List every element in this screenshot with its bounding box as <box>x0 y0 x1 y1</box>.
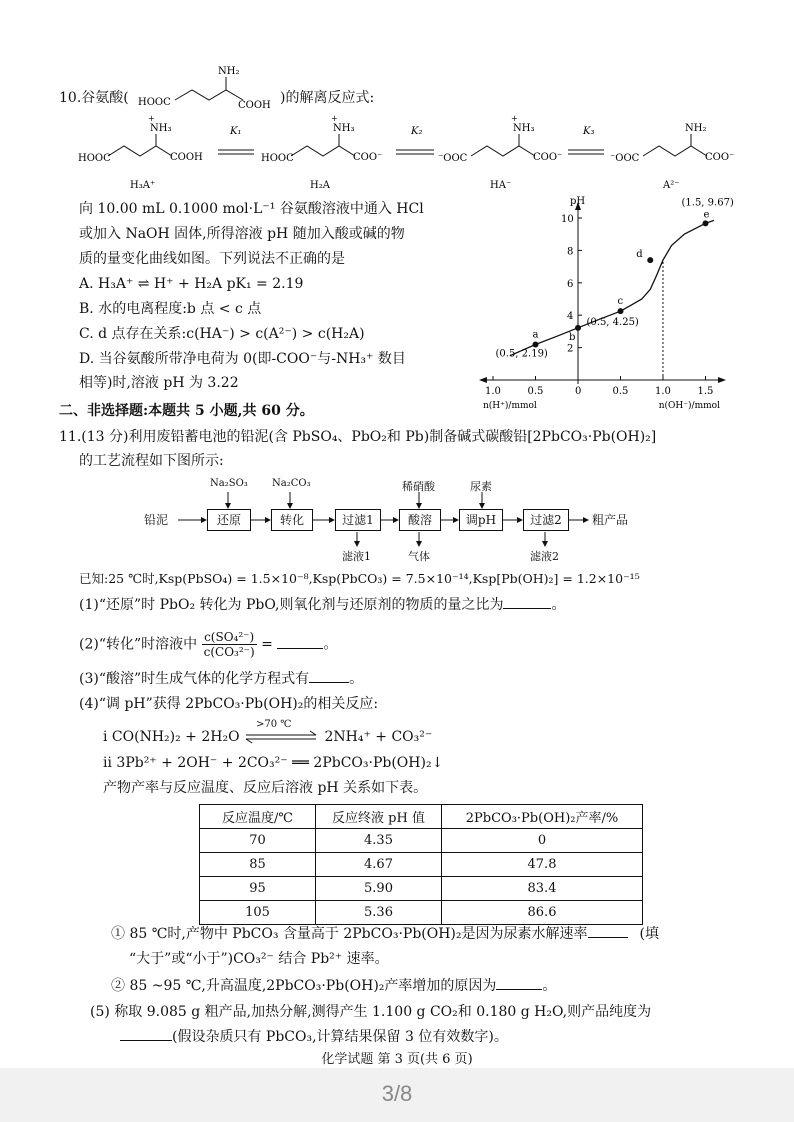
ph-curve-line <box>510 220 714 355</box>
answer-blank-5[interactable] <box>496 989 542 990</box>
answer-blank-4[interactable] <box>588 937 628 938</box>
x-tick-label: 1.0 <box>485 386 501 397</box>
svg-text:COOH: COOH <box>238 100 271 111</box>
svg-text:HA⁻: HA⁻ <box>490 180 512 191</box>
y-tick-label: 4 <box>567 311 574 323</box>
q10-stem-suffix: )的解离反应式: <box>280 90 375 106</box>
point-d <box>647 257 653 263</box>
flow-step-acid: 酸溶 <box>399 509 441 531</box>
svg-text:K₂: K₂ <box>411 126 423 137</box>
x-axis-label-left: n(H⁺)/mmol <box>483 401 537 411</box>
col-header-temp: 反应温度/℃ <box>200 805 316 829</box>
svg-text:NH₃: NH₃ <box>333 123 355 134</box>
reaction-1: ⅰ CO(NH₂)₂ + 2H₂O >70 ℃ 2NH₄⁺ + CO₃²⁻ <box>103 719 433 745</box>
table-intro: 产物产率与反应温度、反应后溶液 pH 关系如下表。 <box>103 780 428 796</box>
chart-axes <box>479 196 726 411</box>
species-ha <box>438 114 562 191</box>
svg-text:H₃A⁺: H₃A⁺ <box>130 180 156 191</box>
q11-part2: (2)“转化”时溶液中 $\frac{\text{c(SO₄²⁻)}}{\text{c(CO₃²⁻)}}$ = 。 <box>79 630 338 659</box>
flow-input-na2co3: Na₂CO₃ <box>272 478 311 489</box>
page-footer: 化学试题 第 3 页(共 6 页) <box>321 1052 473 1067</box>
svg-text:HOOC: HOOC <box>138 97 171 108</box>
x-tick-label: 0.5 <box>612 386 629 397</box>
flow-step-reduce: 还原 <box>207 509 251 531</box>
q11-sub1-line2: “大于”或“小于”)CO₃²⁻ 结合 Pb²⁺ 速率。 <box>129 951 389 967</box>
svg-text:K₁: K₁ <box>230 126 242 137</box>
q11-part5-line1: (5) 称取 9.085 g 粗产品,加热分解,测得产生 1.100 g CO₂和 0.180 g H₂O,则产品纯度为 <box>90 1004 652 1020</box>
species-a <box>610 123 734 191</box>
q11-sub2: ② 85 ~95 ℃,升高温度,2PbCO₃·Pb(OH)₂产率增加的原因为 。 <box>111 978 557 994</box>
x-tick-label: 0 <box>575 386 582 397</box>
svg-text:H₂A: H₂A <box>310 180 330 191</box>
reaction-2: ⅱ 3Pb²⁺ + 2OH⁻ + 2CO₃²⁻ ══ 2PbCO₃·Pb(OH)₂↓ <box>103 755 444 771</box>
q11-known-ksp: 已知:25 ℃时,Ksp(PbSO₄) = 1.5×10⁻⁸,Ksp(PbCO₃) = 7.5×10⁻¹⁴,Ksp[Pb(OH)₂] = 1.2×10⁻¹⁵ <box>79 571 640 586</box>
svg-text:⁻OOC: ⁻OOC <box>438 153 468 164</box>
table-row: 85 4.67 47.8 <box>200 853 643 877</box>
flow-output-filtrate2: 滤液2 <box>530 550 559 563</box>
x-tick-label: 0.5 <box>527 386 544 397</box>
flow-input-hno3: 稀硝酸 <box>402 480 435 493</box>
chart-marks <box>496 197 734 359</box>
equilibrium-arrow: >70 ℃ <box>244 730 320 744</box>
section-2-heading: 二、非选择题:本题共 5 小题,共 60 分。 <box>59 403 314 419</box>
answer-blank-3[interactable] <box>309 682 349 683</box>
q11-part4: (4)“调 pH”获得 2PbCO₃·Pb(OH)₂的相关反应: <box>79 696 379 712</box>
yield-table <box>199 804 643 925</box>
y-tick-label: 8 <box>567 246 574 258</box>
table-header-row <box>200 805 643 829</box>
q11-sub1-line1: ① 85 ℃时,产物中 PbCO₃ 含量高于 2PbCO₃·Pb(OH)₂是因为尿素水解速率 (填 <box>111 926 659 942</box>
flow-start: 铅泥 <box>144 513 169 527</box>
point-c <box>618 308 624 314</box>
svg-text:HOOC: HOOC <box>78 153 111 164</box>
q11-part5-line2: (假设杂质只有 PbCO₃,计算结果保留 3 位有效数字)。 <box>120 1028 508 1046</box>
flow-step-ph: 调pH <box>459 509 503 531</box>
table-row: 105 5.36 86.6 <box>200 901 643 925</box>
q11-intro-line-2: 的工艺流程如下图所示: <box>79 453 224 469</box>
q10-option-a: A. H₃A⁺ ⇌ H⁺ + H₂A pK₁ = 2.19 <box>79 276 304 292</box>
flow-end: 粗产品 <box>592 513 629 527</box>
svg-text:+: + <box>148 114 155 123</box>
ph-curve-chart <box>470 192 770 422</box>
point-a <box>533 342 539 348</box>
svg-text:NH₃: NH₃ <box>513 123 535 134</box>
svg-text:K₃: K₃ <box>583 126 595 137</box>
page-indicator: 3/8 <box>381 1081 413 1106</box>
flow-step-convert: 转化 <box>271 509 313 531</box>
svg-text:HOOC: HOOC <box>261 153 294 164</box>
q10-option-b: B. 水的电离程度:b 点 < c 点 <box>79 301 262 317</box>
q10-option-c: C. d 点存在关系:c(HA⁻) > c(A²⁻) > c(H₂A) <box>79 326 365 342</box>
flow-output-filtrate1: 滤液1 <box>342 550 371 563</box>
table-row: 70 4.35 0 <box>200 829 643 853</box>
x-axis-arrow-right <box>718 377 726 383</box>
answer-blank-1[interactable] <box>503 608 551 609</box>
svg-text:+: + <box>331 114 338 123</box>
q10-desc-line-3: 质的量变化曲线如图。下列说法不正确的是 <box>79 251 345 267</box>
x-axis-arrow-left <box>479 377 487 383</box>
q10-option-d-cont: 相等)时,溶液 pH 为 3.22 <box>79 375 239 391</box>
svg-text:NH₃: NH₃ <box>150 123 172 134</box>
svg-text:COO⁻: COO⁻ <box>533 152 563 163</box>
point-label-b: b <box>569 331 576 343</box>
x-tick-label: 1.0 <box>655 386 671 397</box>
point-label-d: d <box>636 249 643 261</box>
y-tick-label: 6 <box>567 278 574 290</box>
q10-stem-prefix: 10.谷氨酸( <box>59 90 129 106</box>
svg-text:NH₂: NH₂ <box>685 123 707 134</box>
answer-blank-2[interactable] <box>277 648 323 649</box>
x-tick-label: 1.5 <box>697 386 714 397</box>
answer-blank-6[interactable] <box>120 1040 172 1041</box>
svg-text:A²⁻: A²⁻ <box>663 180 680 191</box>
q11-part1: (1)“还原”时 PbO₂ 转化为 PbO,则氧化剂与还原剂的物质的量之比为 。 <box>79 597 566 613</box>
q11-part3: (3)“酸溶”时生成气体的化学方程式有 。 <box>79 671 364 687</box>
point-coord-e: (1.5, 9.67) <box>681 197 734 209</box>
y-tick-label: 2 <box>567 343 574 355</box>
svg-text:COO⁻: COO⁻ <box>353 152 383 163</box>
point-e <box>703 220 709 226</box>
flow-output-gas: 气体 <box>408 550 430 563</box>
flow-step-filter2: 过滤2 <box>523 509 569 531</box>
flow-input-na2so3: Na₂SO₃ <box>210 478 248 489</box>
q10-option-d: D. 当谷氨酸所带净电荷为 0(即-COO⁻与-NH₃⁺ 数目 <box>79 351 406 367</box>
svg-text:+: + <box>511 114 518 123</box>
x-axis-label-right: n(OH⁻)/mmol <box>658 401 720 411</box>
svg-text:⁻OOC: ⁻OOC <box>610 153 640 164</box>
table-row: 95 5.90 83.4 <box>200 877 643 901</box>
col-header-yield: 2PbCO₃·Pb(OH)₂产率/% <box>442 805 643 829</box>
flow-input-urea: 尿素 <box>470 480 492 493</box>
q10-desc-line-1: 向 10.00 mL 0.1000 mol·L⁻¹ 谷氨酸溶液中通入 HCl <box>79 201 424 217</box>
q11-intro-line-1: 11.(13 分)利用废铅蓄电池的铅泥(含 PbSO₄、PbO₂和 Pb)制备碱式碳酸铅[2PbCO₃·Pb(OH)₂] <box>59 429 657 445</box>
svg-text:NH₂: NH₂ <box>218 66 240 77</box>
point-label-a: a <box>532 329 539 341</box>
concentration-ratio: $\frac{\text{c(SO₄²⁻)}}{\text{c(CO₃²⁻)}}$ <box>203 630 255 659</box>
svg-text:COOH: COOH <box>170 152 203 163</box>
species-h2a <box>261 114 382 191</box>
dissociation-scheme <box>78 114 768 194</box>
col-header-ph: 反应终液 pH 值 <box>316 805 442 829</box>
point-label-e: e <box>703 209 710 221</box>
q10-desc-line-2: 或加入 NaOH 固体,所得溶液 pH 随加入酸或碱的物 <box>79 226 405 242</box>
species-h3a <box>78 114 203 191</box>
point-coord-a: (0.5, 2.19) <box>495 348 548 360</box>
svg-text:COO⁻: COO⁻ <box>705 152 735 163</box>
point-b <box>575 325 581 331</box>
point-coord-c: (0.5, 4.25) <box>586 317 639 329</box>
flow-step-filter1: 过滤1 <box>335 509 381 531</box>
y-tick-label: 10 <box>561 214 574 225</box>
y-axis-label: pH <box>570 196 586 207</box>
glutamic-acid-structure <box>130 60 280 114</box>
process-flow-diagram <box>140 478 640 568</box>
point-label-c: c <box>617 296 624 308</box>
